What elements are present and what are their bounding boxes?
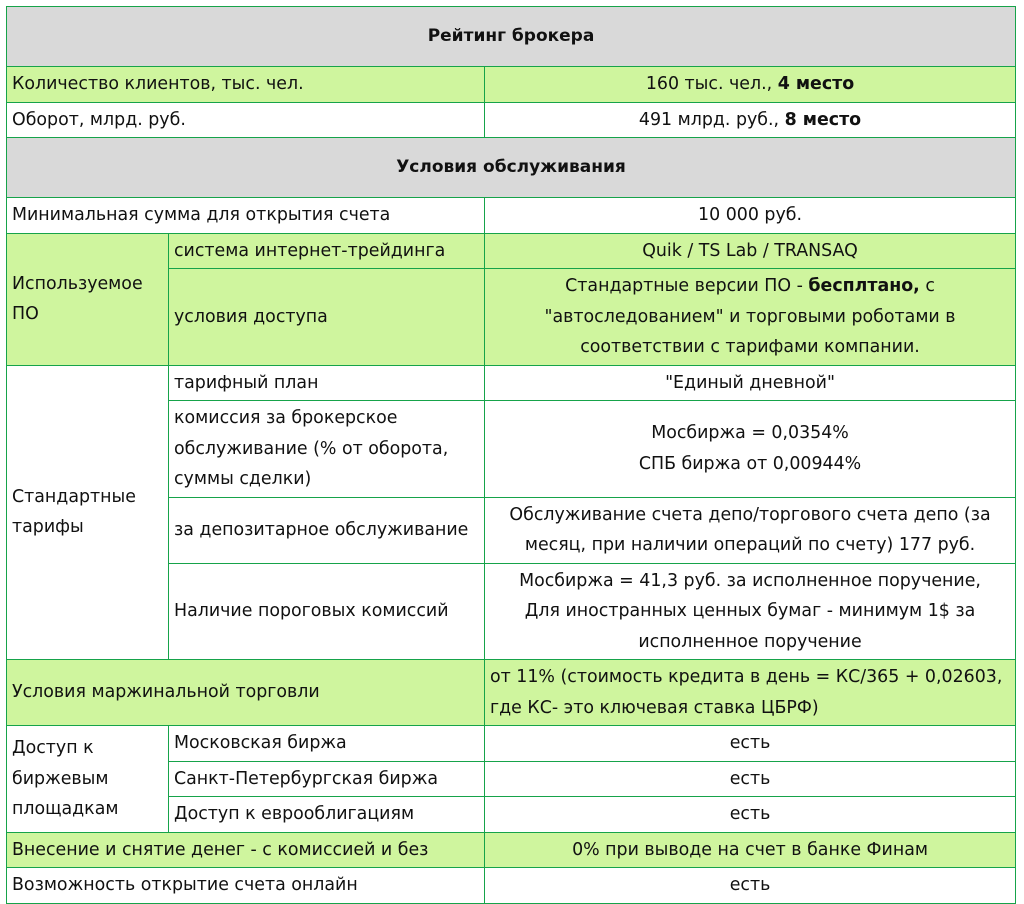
access-label: условия доступа — [169, 269, 485, 366]
section-header-rating — [7, 7, 1016, 67]
table-row — [7, 832, 1016, 868]
min-sum-value: 10 000 руб. — [485, 198, 1016, 234]
turnover-value: 491 млрд. руб., — [638, 109, 785, 130]
deposit-value: 0% при выводе на счет в банке Финам — [485, 832, 1016, 868]
section-header-conditions — [7, 138, 1016, 198]
threshold-value-1: Мосбиржа = 41,3 руб. за исполненное поручение, — [519, 570, 981, 591]
online-value: есть — [485, 868, 1016, 904]
table-row — [7, 198, 1016, 234]
spb-label: Санкт-Петербургская биржа — [169, 761, 485, 797]
table-row — [7, 67, 1016, 103]
commission-value-1: Мосбиржа = 0,0354% — [651, 423, 849, 444]
table-row — [7, 660, 1016, 726]
plan-value: "Единый дневной" — [485, 365, 1016, 401]
table-row — [7, 233, 1016, 269]
clients-value: 160 тыс. чел., — [645, 74, 778, 94]
clients-rank: 4 место — [777, 74, 855, 94]
table-row — [7, 365, 1016, 401]
eurobonds-label: Доступ к еврооблигациям — [169, 797, 485, 833]
access-value-pre: Стандартные версии ПО - — [565, 276, 809, 296]
moex-value: есть — [485, 726, 1016, 762]
plan-label: тарифный план — [169, 365, 485, 401]
clients-label: Количество клиентов, тыс. чел. — [7, 67, 485, 103]
commission-label: комиссия за брокерское обслуживание (% от оборота, суммы сделки) — [169, 401, 485, 498]
system-label: система интернет-трейдинга — [169, 233, 485, 269]
table-row — [7, 868, 1016, 904]
section-title-rating: Рейтинг брокера — [7, 7, 1016, 67]
software-label: Используемое ПО — [7, 233, 169, 365]
table-row — [7, 726, 1016, 762]
tariffs-label: Стандартные тарифы — [7, 365, 169, 660]
margin-value: от 11% (стоимость кредита в день = КС/365 + 0,02603, где КС- это ключевая ставка ЦБРФ) — [485, 660, 1016, 726]
commission-value-cell — [485, 401, 1016, 498]
min-sum-label: Минимальная сумма для открытия счета — [7, 198, 485, 234]
moex-label: Московская биржа — [169, 726, 485, 762]
threshold-label: Наличие пороговых комиссий — [169, 563, 485, 660]
spb-value: есть — [485, 761, 1016, 797]
deposit-label: Внесение и снятие денег - с комиссией и без — [7, 832, 485, 868]
depo-label: за депозитарное обслуживание — [169, 497, 485, 563]
margin-label: Условия маржинальной торговли — [7, 660, 485, 726]
section-title-conditions: Условия обслуживания — [7, 138, 1016, 198]
turnover-label: Оборот, млрд. руб. — [7, 102, 485, 138]
turnover-value-cell — [485, 102, 1016, 138]
broker-rating-table — [6, 6, 1016, 904]
clients-value-cell — [485, 67, 1016, 103]
system-value: Quik / TS Lab / TRANSAQ — [485, 233, 1016, 269]
access-value-bold: бесплтано, — [808, 276, 920, 296]
access-value-post: с "автоследованием" и торговыми роботами в соответствии с тарифами компании. — [544, 276, 956, 357]
table-row — [7, 102, 1016, 138]
turnover-rank: 8 место — [784, 109, 862, 130]
online-label: Возможность открытие счета онлайн — [7, 868, 485, 904]
depo-value: Обслуживание счета депо/торгового счета депо (за месяц, при наличии операций по счету) 177 руб. — [485, 497, 1016, 563]
threshold-value-2: Для иностранных ценных бумаг - минимум 1$ за исполненное поручение — [524, 601, 976, 652]
eurobonds-value: есть — [485, 797, 1016, 833]
commission-value-2: СПБ биржа от 0,00944% — [638, 453, 862, 474]
threshold-value-cell — [485, 563, 1016, 660]
exchanges-label: Доступ к биржевым площадкам — [7, 726, 169, 833]
access-value-cell — [485, 269, 1016, 366]
